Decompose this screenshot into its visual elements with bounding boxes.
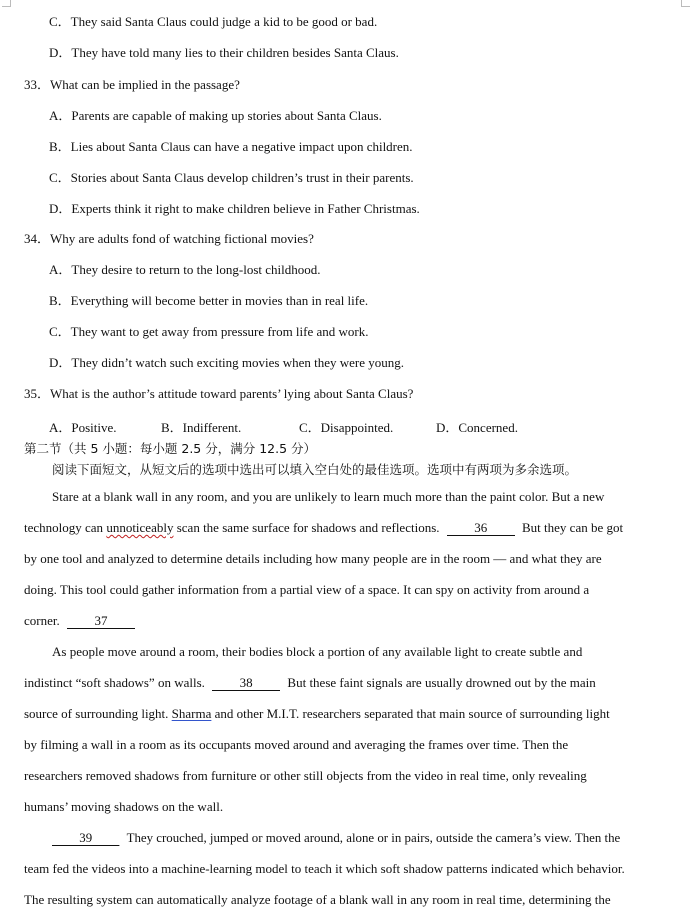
passage-text: indistinct “soft shadows” on walls. — [24, 675, 205, 690]
q34-option-b: B．Everything will become better in movies than in real life. — [49, 293, 369, 308]
passage-text: technology can — [24, 520, 107, 535]
passage-p2-line3 — [24, 706, 664, 722]
section2-instruction: 阅读下面短文，从短文后的选项中选出可以填入空白处的最佳选项。选项中有两项为多余选项。 — [52, 462, 578, 477]
q35-options-row — [49, 417, 518, 436]
answer-blank-37: 37 — [67, 614, 135, 629]
q34-option-d: D．They didn’t watch such exciting movies when they were young. — [49, 355, 405, 370]
passage-p2-line2 — [24, 675, 664, 691]
passage-p2-line1: As people move around a room, their bodies block a portion of any available light to create subtle and — [52, 644, 583, 659]
passage-p1-line5 — [24, 613, 664, 629]
q33-option-b: B．Lies about Santa Claus can have a negative impact upon children. — [49, 139, 413, 154]
passage-p3-line3: The resulting system can automatically analyze footage of a blank wall in any room in real time, determining the — [24, 892, 611, 907]
passage-text: source of surrounding light. — [24, 706, 172, 721]
passage-p2-line4: by filming a wall in a room as its occupants moved around and averaging the frames over time. Then the — [24, 737, 569, 752]
q34-option-a: A．They desire to return to the long-lost childhood. — [49, 262, 321, 277]
spelling-flag-word: unnoticeably — [106, 520, 174, 535]
passage-text: scan the same surface for shadows and reflections. — [173, 520, 440, 535]
q34-option-c: C．They want to get away from pressure from life and work. — [49, 324, 369, 339]
q33-option-a: A．Parents are capable of making up stories about Santa Claus. — [49, 108, 382, 123]
passage-p3-line1 — [52, 830, 686, 846]
page-corner-mark-left — [2, 0, 11, 7]
answer-blank-38: 38 — [212, 676, 280, 691]
q33-option-d: D．Experts think it right to make children believe in Father Christmas. — [49, 201, 420, 216]
q33-option-c: C．Stories about Santa Claus develop children’s trust in their parents. — [49, 170, 414, 185]
passage-text: But these faint signals are usually drowned out by the main — [287, 675, 596, 690]
page-corner-mark-right — [681, 0, 690, 7]
q34-stem: 34．Why are adults fond of watching fictional movies? — [24, 231, 314, 246]
q35-option-c: C．Disappointed. — [299, 420, 394, 435]
passage-p1-line1: Stare at a blank wall in any room, and you are unlikely to learn much more than the paint color. But a new — [52, 489, 605, 504]
answer-blank-39: 39 — [52, 831, 119, 846]
passage-p3-line2: team fed the videos into a machine-learning model to teach it which soft shadow patterns indicated which behavior. — [24, 861, 625, 876]
passage-p1-line4: doing. This tool could gather information from a partial view of a space. It can spy on activity from around a — [24, 582, 590, 597]
q35-option-b: B．Indifferent. — [161, 420, 242, 435]
section2-heading: 第二节（共 5 小题：每小题 2.5 分，满分 12.5 分） — [24, 441, 317, 456]
q32-option-c: C．They said Santa Claus could judge a kid to be good or bad. — [49, 14, 378, 29]
q35-option-a: A．Positive. — [49, 420, 117, 435]
q35-option-d: D．Concerned. — [436, 420, 518, 435]
passage-text: corner. — [24, 613, 60, 628]
passage-text: and other M.I.T. researchers separated that main source of surrounding light — [211, 706, 610, 721]
q35-stem: 35．What is the author’s attitude toward parents’ lying about Santa Claus? — [24, 386, 414, 401]
answer-blank-36: 36 — [447, 521, 515, 536]
passage-p1-line3: by one tool and analyzed to determine details including how many people are in the room — and what they are — [24, 551, 602, 566]
passage-text: They crouched, jumped or moved around, alone or in pairs, outside the camera’s view. Then the — [126, 830, 621, 845]
passage-text: But they can be got — [522, 520, 624, 535]
q33-stem: 33．What can be implied in the passage? — [24, 77, 240, 92]
passage-p1-line2 — [24, 520, 664, 536]
passage-p2-line5: researchers removed shadows from furniture or other still objects from the video in real time, only revealing — [24, 768, 587, 783]
proper-noun-flag-word: Sharma — [171, 706, 212, 721]
q32-option-d: D．They have told many lies to their children besides Santa Claus. — [49, 45, 399, 60]
passage-p2-line6: humans’ moving shadows on the wall. — [24, 799, 224, 814]
